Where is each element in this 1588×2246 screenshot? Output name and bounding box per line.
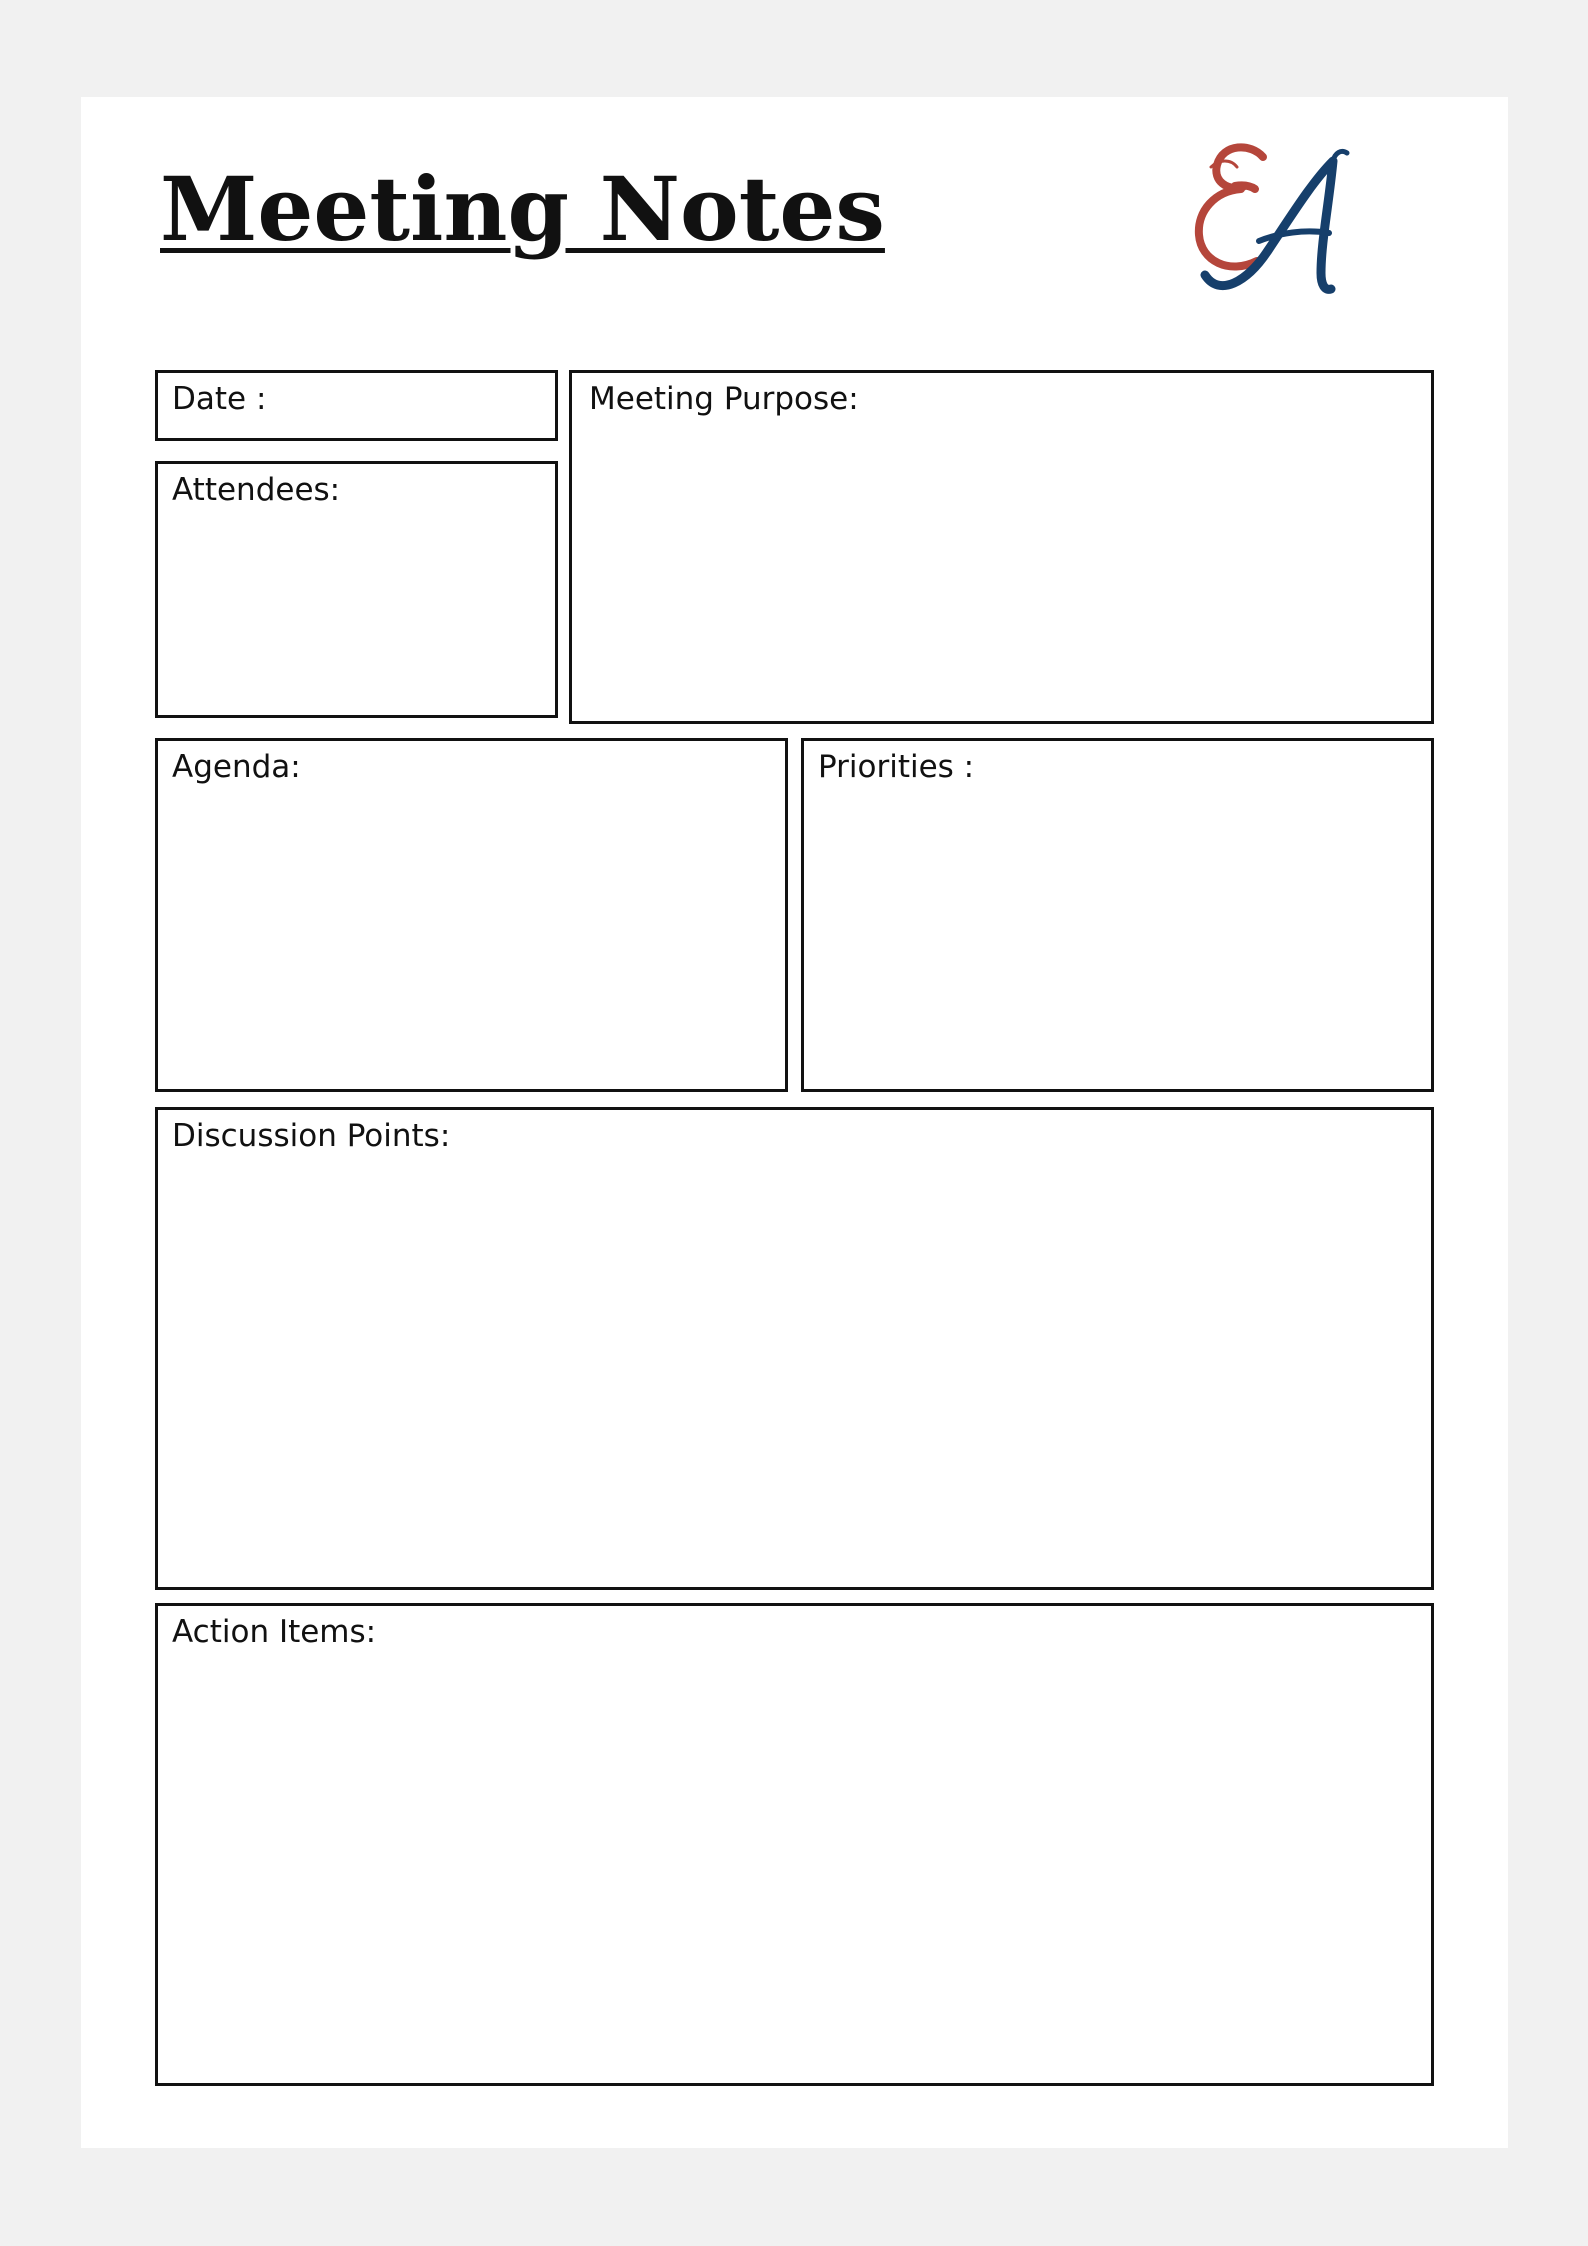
- date-label: Date :: [172, 381, 267, 417]
- priorities-box[interactable]: [801, 738, 1434, 1092]
- meeting-purpose-label: Meeting Purpose:: [589, 381, 859, 417]
- ea-monogram-logo: [1171, 123, 1371, 313]
- notes-page: [81, 97, 1508, 2148]
- agenda-box[interactable]: [155, 738, 788, 1092]
- action-items-box[interactable]: [155, 1603, 1434, 2086]
- date-box[interactable]: [155, 370, 558, 441]
- discussion-points-label: Discussion Points:: [172, 1118, 451, 1154]
- page-title: Meeting Notes: [160, 157, 885, 261]
- agenda-label: Agenda:: [172, 749, 301, 785]
- attendees-box[interactable]: [155, 461, 558, 718]
- attendees-label: Attendees:: [172, 472, 341, 508]
- meeting-purpose-box[interactable]: [569, 370, 1434, 724]
- priorities-label: Priorities :: [818, 749, 975, 785]
- action-items-label: Action Items:: [172, 1614, 377, 1650]
- discussion-points-box[interactable]: [155, 1107, 1434, 1590]
